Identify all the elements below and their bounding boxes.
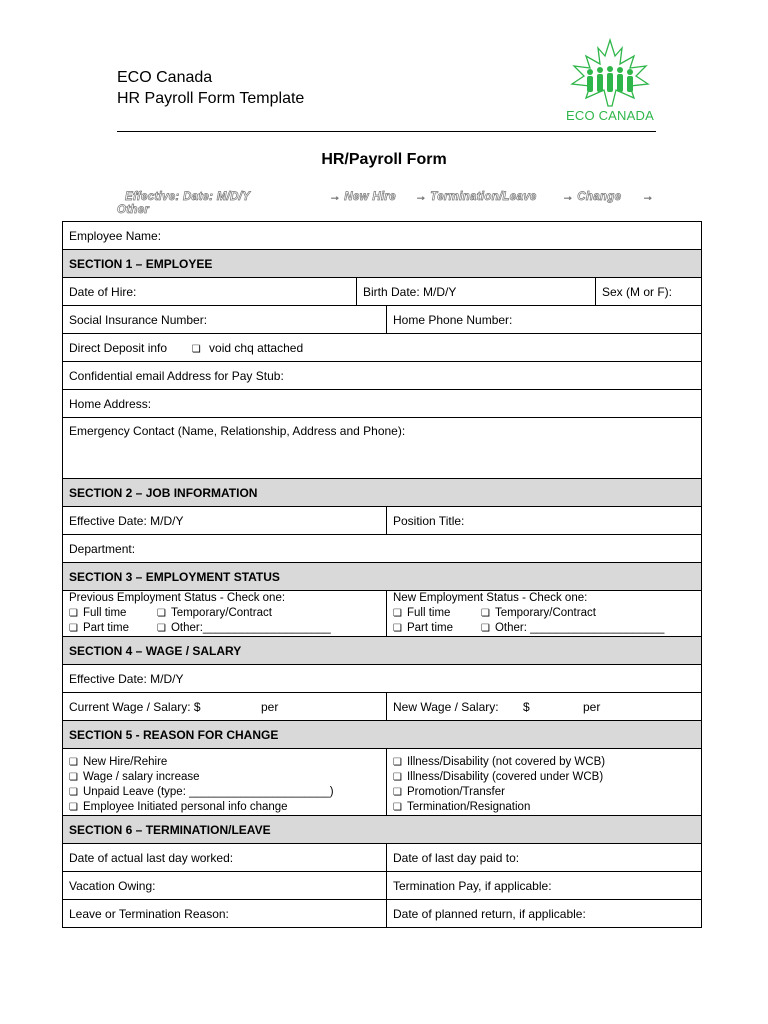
planned-return-field[interactable]: Date of planned return, if applicable:: [387, 900, 702, 928]
reason-label: Employee Initiated personal info change: [82, 801, 288, 813]
checkbox-icon[interactable]: ❏: [393, 787, 402, 798]
last-day-paid-field[interactable]: Date of last day paid to:: [387, 844, 702, 872]
eco-canada-logo: [560, 36, 660, 128]
email-field[interactable]: Confidential email Address for Pay Stub:: [63, 362, 702, 390]
section-4-title: SECTION 4 – WAGE / SALARY: [63, 637, 702, 665]
new-status-heading: New Employment Status - Check one:: [393, 592, 588, 604]
checkbox-icon[interactable]: ❏: [156, 608, 166, 619]
reason-item[interactable]: [69, 755, 380, 770]
checkbox-icon[interactable]: ❏: [480, 608, 490, 619]
vacation-row: [63, 872, 702, 900]
section-3-title: SECTION 3 – EMPLOYMENT STATUS: [63, 563, 702, 591]
job-effective-date-field[interactable]: Effective Date: M/D/Y: [63, 507, 387, 535]
document-subtitle: HR Payroll Form Template: [117, 90, 305, 107]
checkbox-icon[interactable]: ❏: [156, 623, 166, 634]
department-field[interactable]: Department:: [63, 535, 702, 563]
new-other-label[interactable]: Other: _____________________: [494, 622, 665, 634]
section-header: [63, 721, 702, 749]
new-wage-label: New Wage / Salary:: [393, 699, 499, 714]
header-divider: [117, 131, 656, 132]
wage-effective-row: [63, 665, 702, 693]
department-row: [63, 535, 702, 563]
reason-item[interactable]: [69, 770, 380, 785]
email-row: [63, 362, 702, 390]
direct-deposit-row: [63, 334, 702, 362]
checkbox-icon[interactable]: ❏: [69, 757, 78, 768]
prev-full-time-label: Full time: [82, 607, 127, 619]
maple-leaf-icon: [560, 36, 660, 108]
leave-reason-row: [63, 900, 702, 928]
new-status-line-2: [393, 621, 695, 636]
reason-item[interactable]: [69, 785, 380, 800]
logo-text: ECO CANADA: [566, 108, 654, 123]
form-title: HR/Payroll Form: [321, 151, 447, 168]
checkbox-icon[interactable]: ❏: [480, 623, 490, 634]
reason-label: Promotion/Transfer: [406, 786, 505, 798]
last-day-row: [63, 844, 702, 872]
vacation-owing-field[interactable]: Vacation Owing:: [63, 872, 387, 900]
section-header: [63, 479, 702, 507]
section-1-title: SECTION 1 – EMPLOYEE: [63, 250, 702, 278]
date-of-hire-field[interactable]: Date of Hire:: [63, 278, 357, 306]
checkbox-icon[interactable]: ❏: [393, 623, 402, 634]
home-address-field[interactable]: Home Address:: [63, 390, 702, 418]
reason-label: Wage / salary increase: [82, 771, 200, 783]
previous-status-line-1: [69, 606, 380, 621]
termination-pay-field[interactable]: Termination Pay, if applicable:: [387, 872, 702, 900]
leave-reason-field[interactable]: Leave or Termination Reason:: [63, 900, 387, 928]
section-header: [63, 637, 702, 665]
reasons-right-cell: [387, 749, 702, 816]
job-row: [63, 507, 702, 535]
wage-row: [63, 693, 702, 721]
reason-label: Illness/Disability (covered under WCB): [406, 771, 604, 783]
checkbox-icon[interactable]: ❏: [69, 772, 78, 783]
checkbox-icon[interactable]: ❏: [393, 772, 402, 783]
new-hire-option[interactable]: → New Hire: [329, 191, 396, 203]
change-option[interactable]: → Change: [562, 191, 622, 203]
section-6-title: SECTION 6 – TERMINATION/LEAVE: [63, 816, 702, 844]
checkbox-icon[interactable]: ❏: [69, 802, 78, 813]
sin-phone-row: [63, 306, 702, 334]
home-phone-field[interactable]: Home Phone Number:: [387, 306, 702, 334]
previous-status-cell: [63, 591, 387, 637]
sin-field[interactable]: Social Insurance Number:: [63, 306, 387, 334]
termination-leave-option[interactable]: → Termination/Leave: [415, 191, 537, 203]
direct-deposit-field[interactable]: [63, 334, 702, 362]
reasons-left-cell: [63, 749, 387, 816]
wage-effective-date-field[interactable]: Effective Date: M/D/Y: [63, 665, 702, 693]
section-header: [63, 250, 702, 278]
section-5-title: SECTION 5 - REASON FOR CHANGE: [63, 721, 702, 749]
current-wage-per: per: [261, 699, 279, 714]
prev-other-label[interactable]: Other:____________________: [170, 622, 331, 634]
new-wage-dollar: $: [523, 699, 530, 714]
prev-part-time-label: Part time: [82, 622, 129, 634]
employee-name-field[interactable]: Employee Name:: [63, 222, 702, 250]
new-wage-field[interactable]: [387, 693, 702, 721]
emergency-contact-field[interactable]: Emergency Contact (Name, Relationship, Address and Phone):: [63, 418, 702, 479]
previous-status-line-2: [69, 621, 380, 636]
reason-item[interactable]: [393, 755, 695, 770]
emergency-contact-row: [63, 418, 702, 479]
checkbox-icon[interactable]: ❏: [393, 757, 402, 768]
reason-item[interactable]: [393, 800, 695, 815]
org-name: ECO Canada: [117, 69, 213, 86]
current-wage-label: Current Wage / Salary: $: [69, 699, 201, 714]
home-address-row: [63, 390, 702, 418]
reason-item[interactable]: [393, 785, 695, 800]
position-title-field[interactable]: Position Title:: [387, 507, 702, 535]
checkbox-icon[interactable]: ❏: [393, 802, 402, 813]
previous-status-heading: Previous Employment Status - Check one:: [69, 592, 286, 604]
payroll-form-table: [62, 221, 702, 928]
hire-birth-row: [63, 278, 702, 306]
other-option[interactable]: Other: [117, 204, 150, 216]
new-status-line-1: [393, 606, 695, 621]
section-header: [63, 816, 702, 844]
new-temporary-label: Temporary/Contract: [494, 607, 596, 619]
reasons-row: [63, 749, 702, 816]
last-day-worked-field[interactable]: Date of actual last day worked:: [63, 844, 387, 872]
reason-item[interactable]: [69, 800, 380, 815]
employee-name-row: [63, 222, 702, 250]
other-arrow: →: [642, 191, 654, 203]
section-header: [63, 563, 702, 591]
direct-deposit-label: Direct Deposit info: [69, 340, 168, 355]
current-wage-field[interactable]: [63, 693, 387, 721]
prev-temporary-label: Temporary/Contract: [170, 607, 272, 619]
reason-item[interactable]: [393, 770, 695, 785]
reason-label: Unpaid Leave (type: ______________________): [82, 786, 334, 798]
birth-date-field[interactable]: Birth Date: M/D/Y: [357, 278, 596, 306]
checkbox-icon[interactable]: ❏: [69, 623, 78, 634]
new-wage-per: per: [583, 699, 601, 714]
new-full-time-label: Full time: [406, 607, 451, 619]
effective-date-option[interactable]: Effective: Date: M/D/Y: [125, 191, 251, 203]
checkbox-icon[interactable]: ❏: [69, 608, 78, 619]
sex-field[interactable]: Sex (M or F):: [596, 278, 702, 306]
checkbox-icon[interactable]: ❏: [191, 343, 201, 355]
employment-status-row: [63, 591, 702, 637]
reason-label: Illness/Disability (not covered by WCB): [406, 756, 606, 768]
void-chq-label: void chq attached: [209, 340, 304, 355]
new-status-cell: [387, 591, 702, 637]
new-part-time-label: Part time: [406, 622, 453, 634]
reason-label: New Hire/Rehire: [82, 756, 168, 768]
checkbox-icon[interactable]: ❏: [69, 787, 78, 798]
checkbox-icon[interactable]: ❏: [393, 608, 402, 619]
reason-label: Termination/Resignation: [406, 801, 531, 813]
section-2-title: SECTION 2 – JOB INFORMATION: [63, 479, 702, 507]
